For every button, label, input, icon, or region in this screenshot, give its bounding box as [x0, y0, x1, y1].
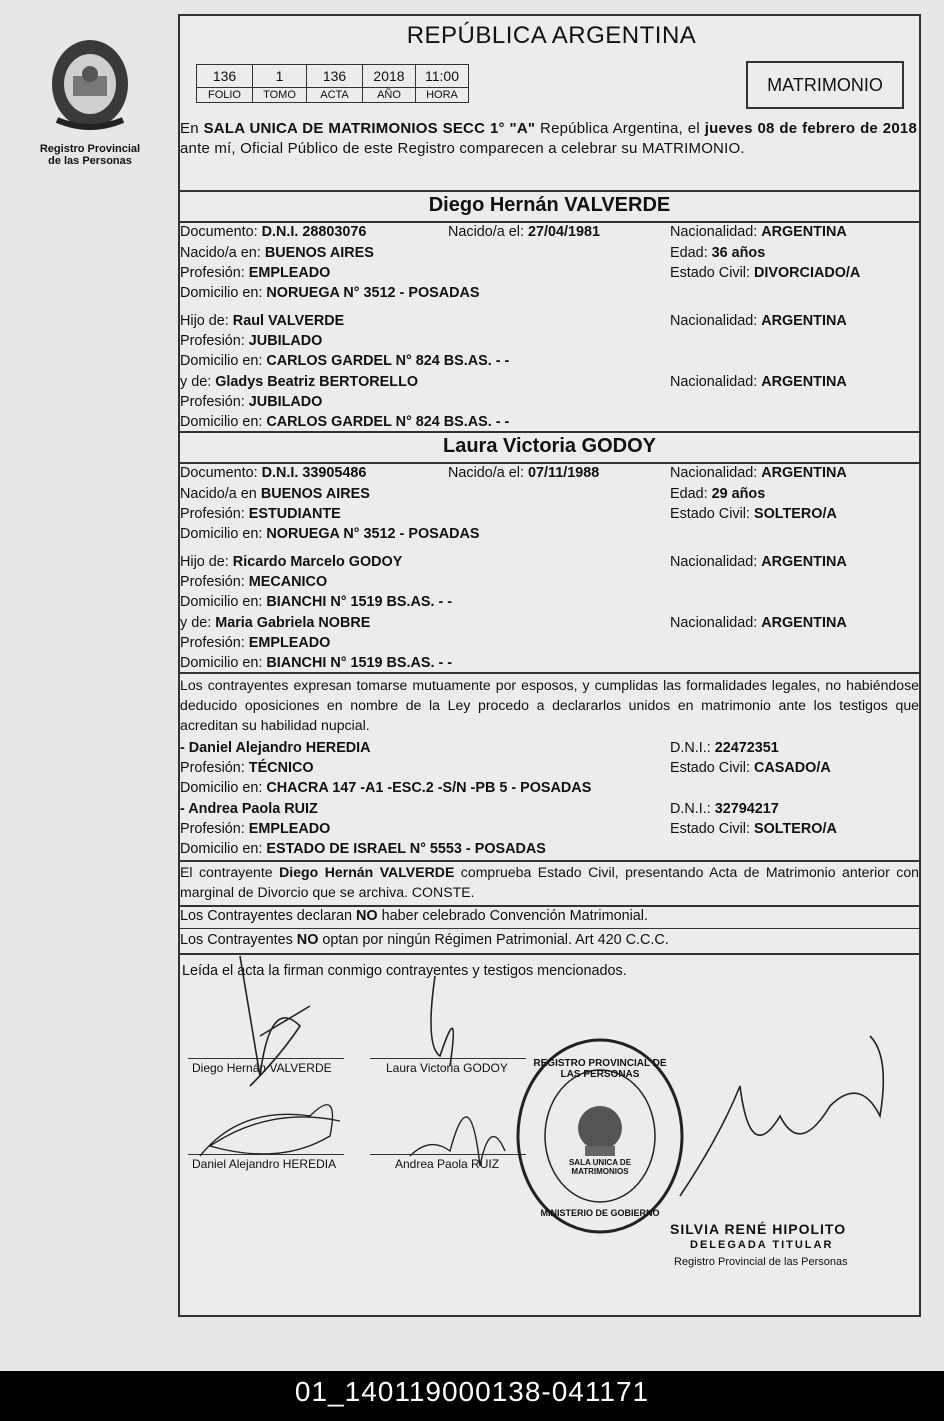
- tomo-label: TOMO: [253, 88, 307, 103]
- folio-label: FOLIO: [197, 88, 253, 103]
- witness-1-civil-status: Estado Civil: CASADO/A: [670, 760, 831, 776]
- witness-1-profession: Profesión: TÉCNICO: [180, 760, 314, 776]
- groom-doc: Documento: D.N.I. 28803076: [180, 224, 367, 240]
- groom-profession: Profesión: EMPLEADO: [180, 265, 331, 281]
- groom-nationality: Nacionalidad: ARGENTINA: [670, 224, 847, 240]
- bride-civil-status: Estado Civil: SOLTERO/A: [670, 506, 837, 522]
- anio-label: AÑO: [363, 88, 416, 103]
- doc-type-box: MATRIMONIO: [746, 61, 904, 109]
- groom-mother-profession: Profesión: JUBILADO: [180, 394, 323, 410]
- acta-label: ACTA: [307, 88, 363, 103]
- declaration-text: Los contrayentes expresan tomarse mutuamente por esposos, y cumplidas las formalidades legales, no habiéndose deducido oposiciones en nombre de la Ley procedo a declararlos unidos en matrimonio ante los testigos que acreditan su habilidad nupcial.: [180, 677, 919, 733]
- hora-label: HORA: [416, 88, 469, 103]
- bride-age: Edad: 29 años: [670, 486, 766, 502]
- bride-father-profession: Profesión: MECANICO: [180, 574, 328, 590]
- bride-name: Laura Victoria GODOY: [442, 435, 657, 457]
- bride-mother-address: Domicilio en: BIANCHI N° 1519 BS.AS. - -: [180, 655, 453, 671]
- signature-label-groom: Diego Hernán VALVERDE: [192, 1061, 332, 1075]
- witness-2-name: - Andrea Paola RUIZ: [180, 801, 318, 817]
- divider: [180, 672, 919, 674]
- acta-value: 136: [307, 65, 363, 88]
- witness-1-address: Domicilio en: CHACRA 147 -A1 -ESC.2 -S/N -PB 5 - POSADAS: [180, 780, 592, 796]
- tomo-value: 1: [253, 65, 307, 88]
- groom-birthplace: Nacido/a en: BUENOS AIRES: [180, 245, 374, 261]
- seal-bottom-text: MINISTERIO DE GOBIERNO: [540, 1208, 660, 1218]
- page-title: REPÚBLICA ARGENTINA: [406, 22, 697, 49]
- groom-age: Edad: 36 años: [670, 245, 766, 261]
- groom-address: Domicilio en: NORUEGA N° 3512 - POSADAS: [180, 285, 480, 301]
- bride-father: Hijo de: Ricardo Marcelo GODOY: [180, 554, 403, 570]
- groom-mother: y de: Gladys Beatriz BERTORELLO: [180, 374, 419, 390]
- official-title: DELEGADA TITULAR: [690, 1239, 834, 1251]
- bride-birth: Nacido/a el: 07/11/1988: [448, 465, 600, 481]
- official-office: Registro Provincial de las Personas: [674, 1256, 848, 1268]
- bride-mother-nationality: Nacionalidad: ARGENTINA: [670, 615, 847, 631]
- divider: [180, 928, 919, 929]
- bride-birthplace: Nacido/a en BUENOS AIRES: [180, 486, 370, 502]
- folio-value: 136: [197, 65, 253, 88]
- witness-1-name: - Daniel Alejandro HEREDIA: [180, 740, 371, 756]
- emblem: [38, 34, 142, 167]
- certificate-frame: [178, 14, 921, 1317]
- signing-statement: Leída el acta la firman conmigo contrayentes y testigos mencionados.: [182, 963, 627, 979]
- province-shield-icon: [45, 34, 135, 134]
- convention-statement: Los Contrayentes declaran NO haber celebrado Convención Matrimonial.: [180, 908, 648, 924]
- bride-father-nationality: Nacionalidad: ARGENTINA: [670, 554, 847, 570]
- anio-value: 2018: [363, 65, 416, 88]
- bride-profession: Profesión: ESTUDIANTE: [180, 506, 341, 522]
- signature-label-witness-2: Andrea Paola RUIZ: [395, 1157, 500, 1171]
- emblem-caption: Registro Provincial de las Personas: [39, 143, 141, 167]
- groom-mother-nationality: Nacionalidad: ARGENTINA: [670, 374, 847, 390]
- groom-father-profession: Profesión: JUBILADO: [180, 333, 323, 349]
- hora-value: 11:00: [416, 65, 469, 88]
- regime-statement: Los Contrayentes NO optan por ningún Régimen Patrimonial. Art 420 C.C.C.: [180, 932, 669, 948]
- bride-father-address: Domicilio en: BIANCHI N° 1519 BS.AS. - -: [180, 594, 453, 610]
- divider: [180, 431, 919, 433]
- witness-2-dni: D.N.I.: 32794217: [670, 801, 779, 817]
- witness-1-dni: D.N.I.: 22472351: [670, 740, 779, 756]
- groom-name: Diego Hernán VALVERDE: [428, 194, 671, 216]
- signature-label-witness-1: Daniel Alejandro HEREDIA: [192, 1157, 337, 1171]
- seal-ring-text: REGISTRO PROVINCIAL DE LAS PERSONAS: [533, 1058, 667, 1080]
- groom-father-nationality: Nacionalidad: ARGENTINA: [670, 313, 847, 329]
- witness-2-civil-status: Estado Civil: SOLTERO/A: [670, 821, 837, 837]
- divorce-note: El contrayente Diego Hernán VALVERDE comprueba Estado Civil, presentando Acta de Matrimonio anterior con marginal de Divorcio que se archiva. CONSTE.: [180, 864, 920, 900]
- intro-paragraph: En SALA UNICA DE MATRIMONIOS SECC 1° "A" República Argentina, el jueves 08 de febrero de 2018 ante mí, Oficial Público de este Registro comparecen a celebrar su MATRIMONIO.: [180, 120, 917, 157]
- groom-mother-address: Domicilio en: CARLOS GARDEL N° 824 BS.AS. - -: [180, 414, 510, 430]
- official-name: SILVIA RENÉ HIPOLITO: [670, 1221, 847, 1237]
- seal-inner-text: SALA UNICA DE MATRIMONIOS: [568, 1158, 632, 1176]
- signature-label-bride: Laura Victoria GODOY: [386, 1061, 508, 1075]
- bride-doc: Documento: D.N.I. 33905486: [180, 465, 367, 481]
- bride-mother-profession: Profesión: EMPLEADO: [180, 635, 331, 651]
- witness-2-profession: Profesión: EMPLEADO: [180, 821, 331, 837]
- groom-father: Hijo de: Raul VALVERDE: [180, 313, 345, 329]
- bride-nationality: Nacionalidad: ARGENTINA: [670, 465, 847, 481]
- document-id-footer: 01_140119000138-041171: [0, 1371, 944, 1421]
- witness-2-address: Domicilio en: ESTADO DE ISRAEL N° 5553 - POSADAS: [180, 841, 546, 857]
- divider: [180, 190, 919, 192]
- registry-table: [196, 64, 469, 103]
- groom-father-address: Domicilio en: CARLOS GARDEL N° 824 BS.AS. - -: [180, 353, 510, 369]
- groom-civil-status: Estado Civil: DIVORCIADO/A: [670, 265, 861, 281]
- groom-birth: Nacido/a el: 27/04/1981: [448, 224, 601, 240]
- bride-address: Domicilio en: NORUEGA N° 3512 - POSADAS: [180, 526, 480, 542]
- bride-mother: y de: Maria Gabriela NOBRE: [180, 615, 371, 631]
